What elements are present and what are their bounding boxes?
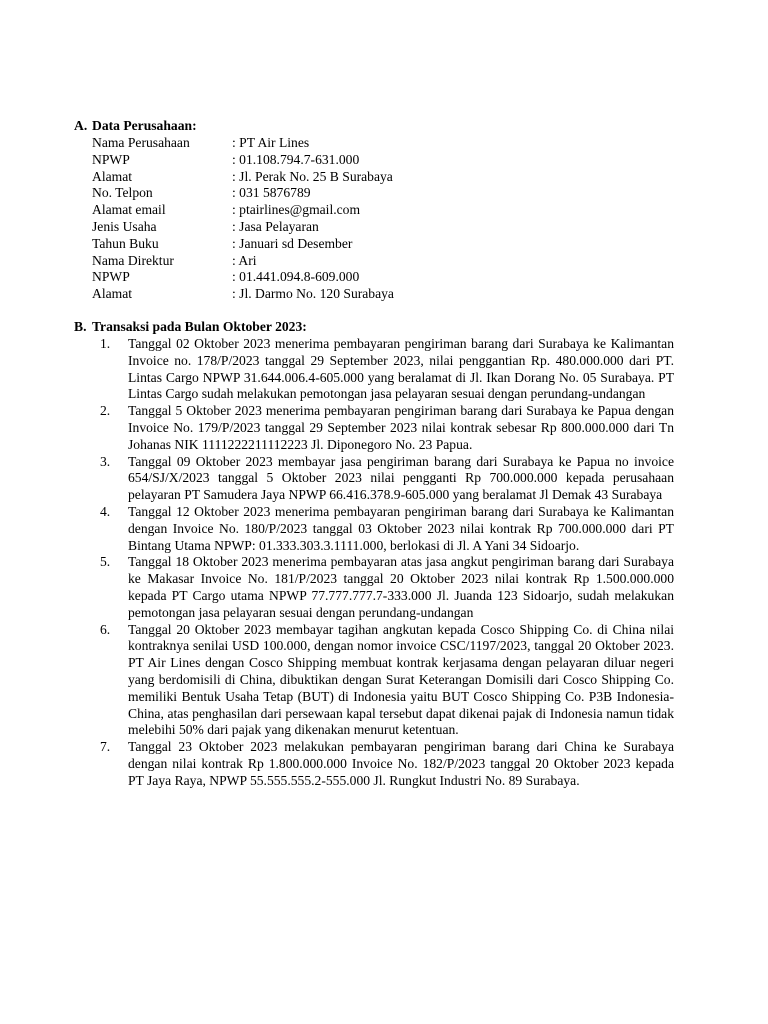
company-value: : PT Air Lines xyxy=(232,135,310,150)
section-spacer xyxy=(0,303,768,319)
section-b-heading xyxy=(0,319,768,336)
transaction-number: 1. xyxy=(100,335,111,351)
company-data-table xyxy=(0,135,768,303)
company-value: : Jl. Perak No. 25 B Surabaya xyxy=(232,168,393,184)
transaction-text: Tanggal 02 Oktober 2023 menerima pembayaran pengiriman barang dari Surabaya ke Kalimantan Invoice no. 178/P/2023 tanggal 29 September 2023, nilai penggantian Rp. 480.000.000 dari PT. Lintas Cargo NPWP 31.644.006.4-605.000 yang beralamat di Jl. Ikan Dorang No. 05 Surabaya. PT Lintas Cargo sudah melakukan pemotongan jasa pelayaran sesuai dengan perundang-undangan xyxy=(128,335,674,402)
company-label: No. Telpon xyxy=(92,185,153,201)
transaction-item xyxy=(0,336,768,403)
transaction-number: 4. xyxy=(100,503,111,519)
company-value: : 01.441.094.8-609.000 xyxy=(232,269,360,285)
document-page xyxy=(0,118,768,789)
transaction-text: Tanggal 18 Oktober 2023 menerima pembayaran atas jasa angkut pengiriman barang dari Surabaya ke Makasar Invoice No. 181/P/2023 tanggal 20 Oktober 2023 nilai kontrak Rp 1.500.000.000 kepada PT Cargo utama NPWP 77.777.777.7-333.000 Jl. Juanda 123 Sidoarjo, sudah melakukan pemotongan jasa pelayaran sesuai dengan perundang-undangan xyxy=(128,554,674,620)
company-row xyxy=(0,169,768,186)
company-row xyxy=(0,152,768,169)
transaction-text: Tanggal 09 Oktober 2023 membayar jasa pengiriman barang dari Surabaya ke Papua no invoice 654/SJ/X/2023 tanggal 5 Oktober 2023 nilai pengganti Rp 700.000.000 kepada perusahaan pelayaran PT Samudera Jaya NPWP 66.416.378.9-605.000 yang beralamat Jl Demak 43 Surabaya xyxy=(128,453,674,503)
transaction-item xyxy=(0,622,768,740)
transaction-item xyxy=(0,403,768,453)
transaction-number: 7. xyxy=(100,739,111,755)
section-a-letter: A. xyxy=(74,118,88,133)
company-row xyxy=(0,135,768,152)
company-row xyxy=(0,286,768,303)
company-row xyxy=(0,219,768,236)
company-row xyxy=(0,269,768,286)
section-a-title: Data Perusahaan: xyxy=(92,118,197,133)
company-row xyxy=(0,253,768,270)
company-label: Jenis Usaha xyxy=(92,218,157,234)
company-row xyxy=(0,185,768,202)
company-value: : Jasa Pelayaran xyxy=(232,218,319,234)
section-a-heading xyxy=(0,118,768,135)
transaction-item xyxy=(0,504,768,554)
company-label: Tahun Buku xyxy=(92,235,159,251)
transaction-number: 3. xyxy=(100,453,111,469)
company-value: : 031 5876789 xyxy=(232,185,311,201)
company-value: : 01.108.794.7-631.000 xyxy=(232,151,360,167)
company-row xyxy=(0,236,768,253)
company-label: Nama Perusahaan xyxy=(92,135,190,150)
company-value: : Jl. Darmo No. 120 Surabaya xyxy=(232,286,394,302)
company-label: NPWP xyxy=(92,151,130,167)
section-b-letter: B. xyxy=(74,318,87,334)
company-value: : Januari sd Desember xyxy=(232,235,353,251)
section-b-title: Transaksi pada Bulan Oktober 2023: xyxy=(92,318,307,334)
transaction-text: Tanggal 23 Oktober 2023 melakukan pembayaran pengiriman barang dari China ke Surabaya dengan nilai kontrak Rp 1.800.000.000 Invoice No. 182/P/2023 tanggal 20 Oktober 2023 kepada PT Jaya Raya, NPWP 55.555.555.2-555.000 Jl. Rungkut Industri No. 89 Surabaya. xyxy=(128,739,674,788)
company-label: NPWP xyxy=(92,269,130,285)
transaction-number: 6. xyxy=(100,621,111,637)
company-label: Alamat xyxy=(92,286,133,302)
transaction-text: Tanggal 12 Oktober 2023 menerima pembayaran pengiriman barang dari Surabaya ke Kalimantan dengan Invoice No. 180/P/2023 tanggal 03 Oktober 2023 nilai kontrak Rp 700.000.000 dari PT Bintang Utama NPWP: 01.333.303.3.1111.000, berlokasi di Jl. A Yani 34 Sidoarjo. xyxy=(128,503,674,553)
transaction-number: 2. xyxy=(100,403,111,419)
transaction-item xyxy=(0,739,768,789)
transaction-item xyxy=(0,554,768,621)
company-label: Alamat email xyxy=(92,202,166,218)
company-row xyxy=(0,202,768,219)
transaction-item xyxy=(0,454,768,504)
transaction-text: Tanggal 20 Oktober 2023 membayar tagihan angkutan kepada Cosco Shipping Co. di China nilai kontraknya senilai USD 100.000, dengan nomor invoice CSC/1197/2023, tanggal 20 Oktober 2023. PT Air Lines dengan Cosco Shipping membuat kontrak kerjasama dengan pelayaran diluar negeri yang berdomisili di China, dibuktikan dengan Surat Keterangan Domisili dari Cosco Shipping Co. memiliki Bentuk Usaha Tetap (BUT) di Indonesia yaitu BUT Cosco Shipping Co. P3B Indonesia-China, atas penghasilan dari persewaan kapal tersebut dapat dikenai pajak di Indonesia namun tidak melebihi 50% dari pajak yang dikenakan menurut ketentuan. xyxy=(128,621,674,738)
company-label: Alamat xyxy=(92,168,133,184)
transaction-text: Tanggal 5 Oktober 2023 menerima pembayaran pengiriman barang dari Surabaya ke Papua dengan Invoice No. 179/P/2023 tanggal 29 September 2023 nilai kontrak sebesar Rp 800.000.000 dari Tn Johanas NIK 1111222211112223 Jl. Diponegoro No. 23 Papua. xyxy=(128,403,674,452)
transaction-list xyxy=(0,336,768,790)
transaction-number: 5. xyxy=(100,554,111,570)
company-value: : ptairlines@gmail.com xyxy=(232,202,361,218)
company-value: : Ari xyxy=(232,252,257,268)
company-label: Nama Direktur xyxy=(92,252,174,268)
